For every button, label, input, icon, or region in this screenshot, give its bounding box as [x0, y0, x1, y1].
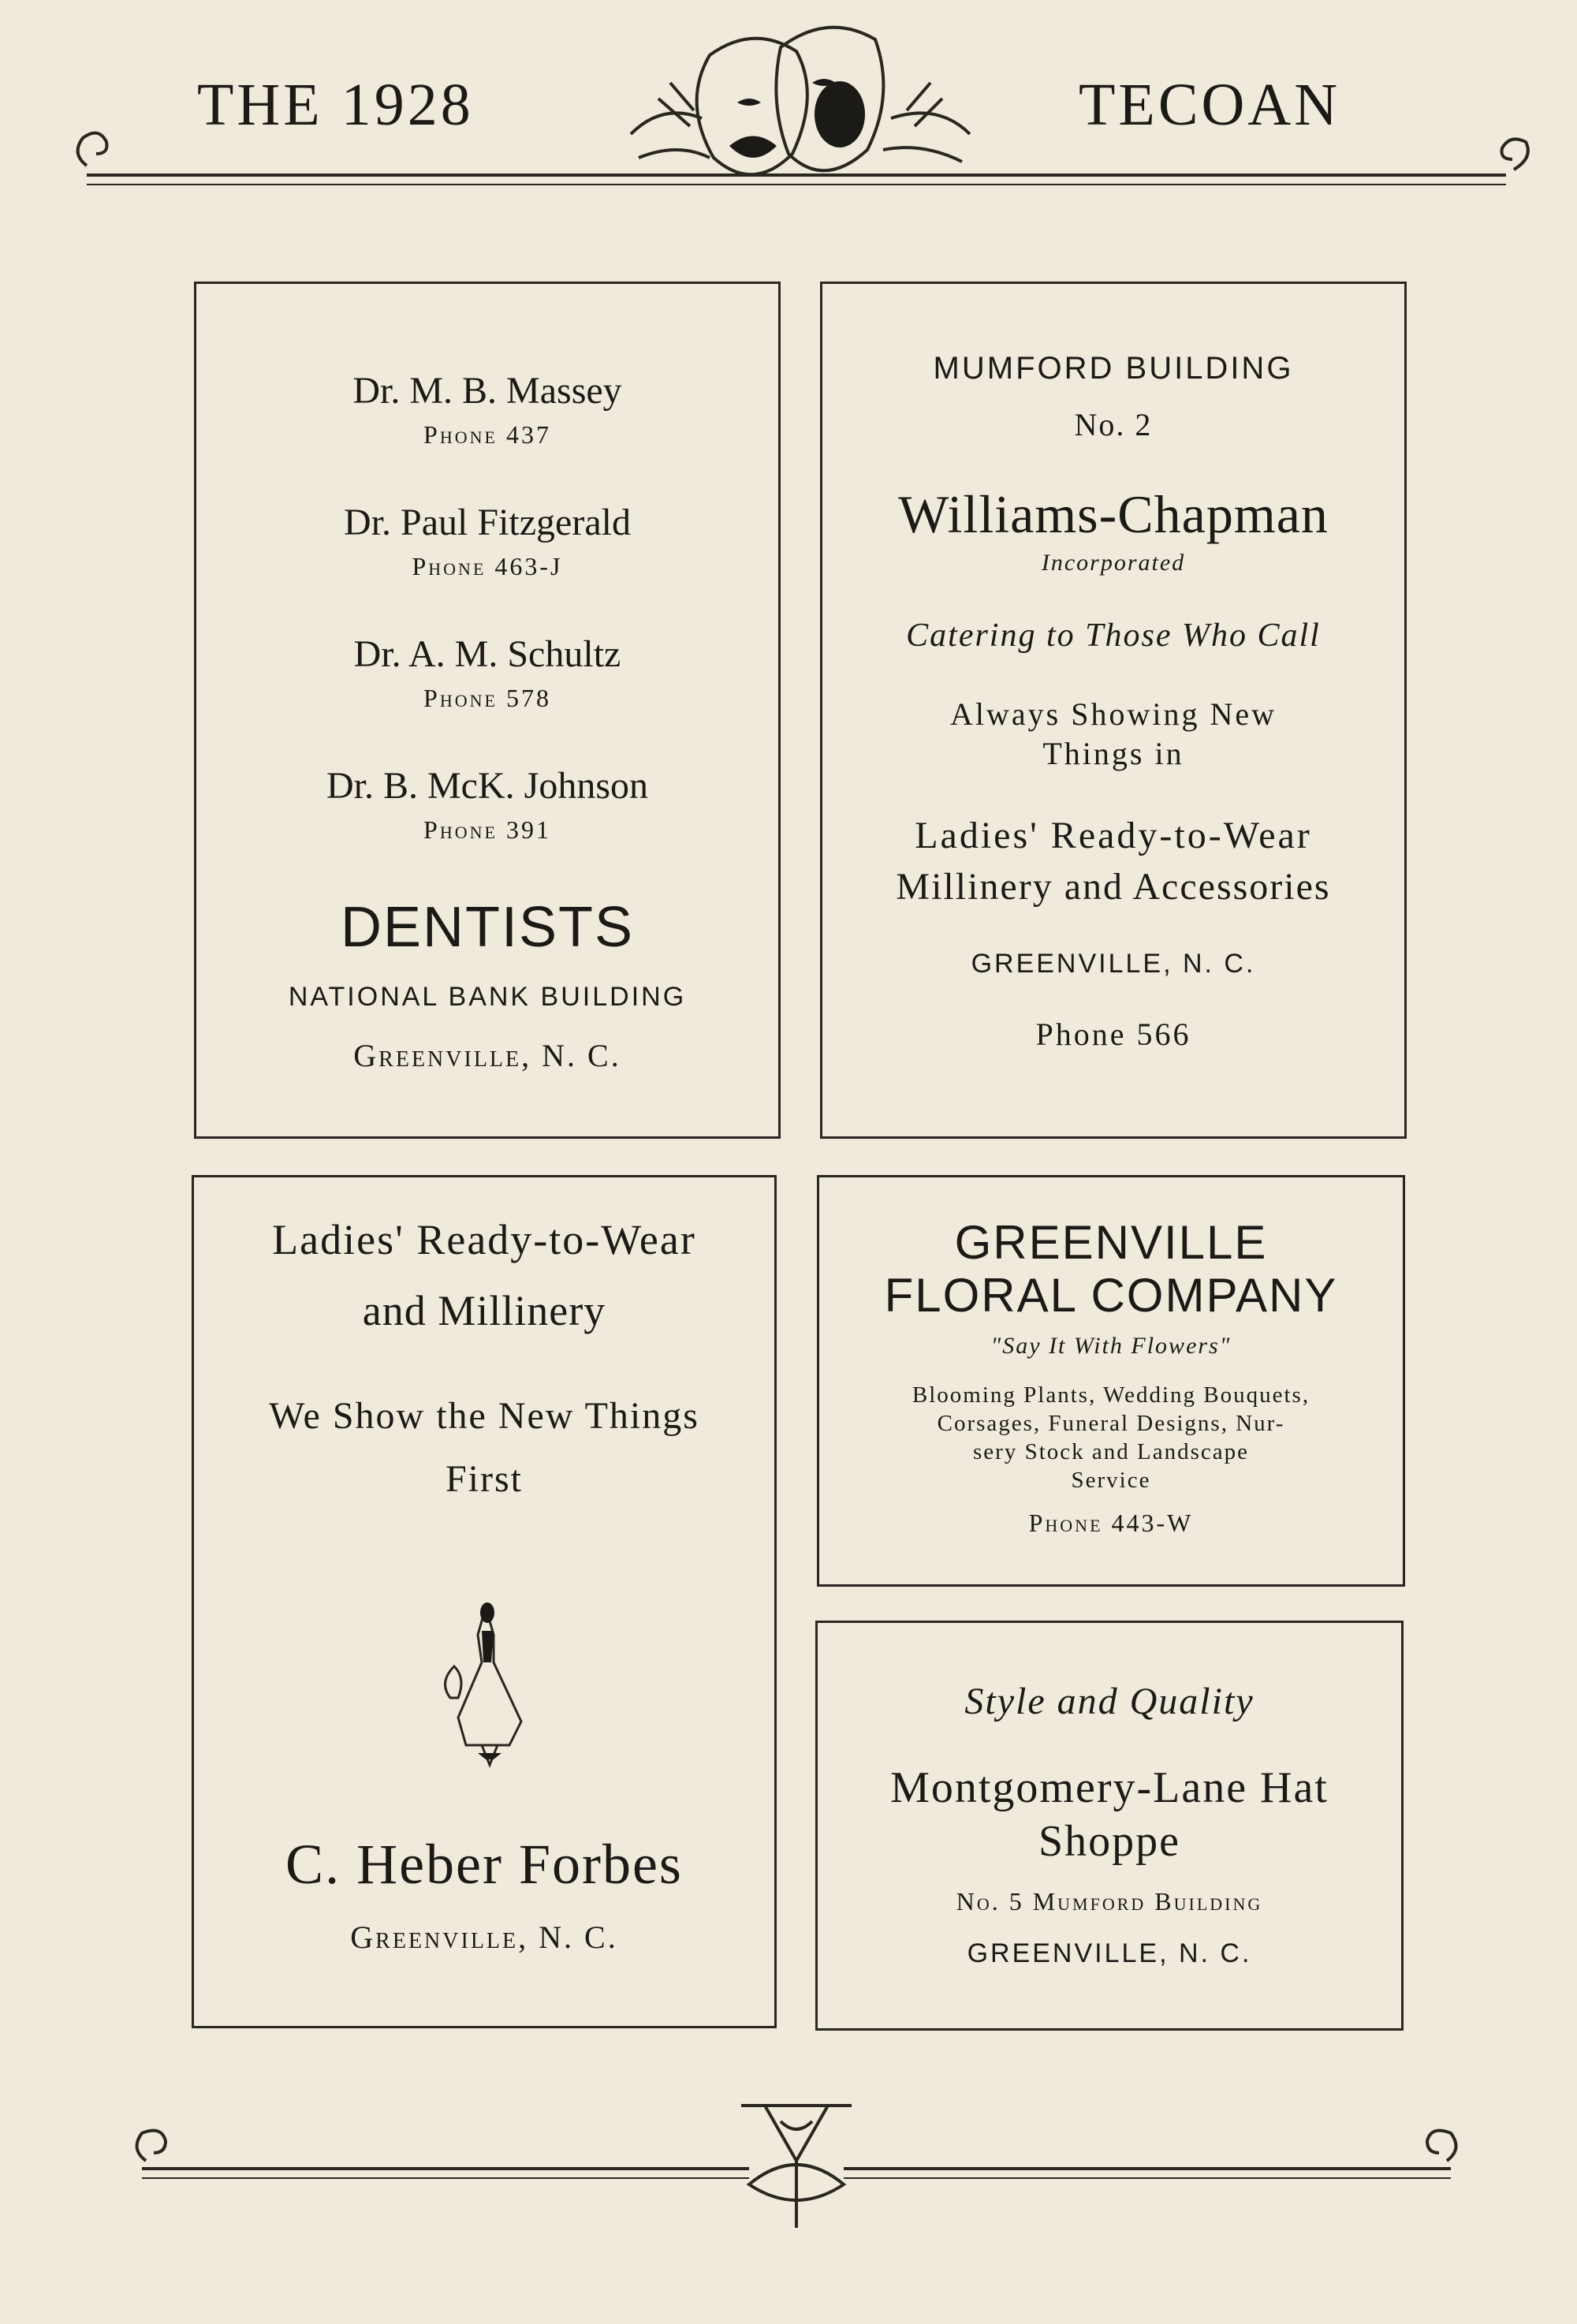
company-name: Williams-Chapman — [898, 484, 1329, 544]
city: GREENVILLE, N. C. — [967, 1938, 1252, 1968]
company-name: C. Heber Forbes — [285, 1833, 683, 1896]
city: Greenville, N. C. — [350, 1919, 618, 1955]
description-line: sery Stock and Landscape — [973, 1439, 1249, 1464]
dentists-title: DENTISTS — [340, 896, 635, 959]
doctor-name: Dr. Paul Fitzgerald — [344, 502, 631, 543]
description-line: Corsages, Funeral Designs, Nur- — [937, 1411, 1285, 1436]
text-line: Things in — [1042, 736, 1184, 771]
incorporated-label: Incorporated — [1041, 550, 1186, 576]
building-number: No. 2 — [1074, 407, 1153, 442]
description-line: Blooming Plants, Wedding Bouquets, — [912, 1382, 1310, 1408]
company-name: FLORAL COMPANY — [884, 1269, 1338, 1322]
phone: Phone 566 — [1035, 1017, 1191, 1052]
company-name: Montgomery-Lane Hat — [890, 1763, 1329, 1812]
slogan: Catering to Those Who Call — [906, 617, 1321, 654]
text-line: Ladies' Ready-to-Wear — [272, 1216, 696, 1263]
building-name: NATIONAL BANK BUILDING — [288, 982, 687, 1012]
ad-floral-company — [817, 1175, 1405, 1587]
doctor-name: Dr. M. B. Massey — [352, 370, 622, 412]
building-name: MUMFORD BUILDING — [933, 351, 1294, 386]
lady-figure-icon — [434, 1587, 537, 1769]
company-name: GREENVILLE — [954, 1216, 1268, 1269]
doctor-name: Dr. A. M. Schultz — [353, 633, 621, 675]
address: No. 5 Mumford Building — [956, 1887, 1263, 1916]
goods-line: Millinery and Accessories — [896, 866, 1331, 908]
doctor-phone: Phone 437 — [423, 420, 551, 449]
text-line: First — [445, 1458, 524, 1500]
ad-dentists — [194, 282, 781, 1139]
ad-forbes — [192, 1175, 777, 2028]
doctor-name: Dr. B. McK. Johnson — [326, 765, 649, 807]
doctor-phone: Phone 578 — [423, 684, 551, 712]
company-name: Shoppe — [1038, 1817, 1180, 1866]
city: GREENVILLE, N. C. — [971, 949, 1256, 979]
ad-hat-shoppe — [815, 1621, 1404, 2031]
theater-masks-icon — [583, 8, 1025, 213]
header-title-right: TECOAN — [1079, 72, 1341, 138]
city: Greenville, N. C. — [353, 1038, 621, 1073]
doctor-phone: Phone 391 — [423, 815, 551, 844]
goods-line: Ladies' Ready-to-Wear — [915, 815, 1312, 856]
ad-williams-chapman — [820, 282, 1407, 1139]
doctor-phone: Phone 463-J — [412, 552, 563, 580]
description-line: Service — [1071, 1468, 1151, 1493]
text-line: and Millinery — [362, 1287, 606, 1334]
footer-ornament-icon — [118, 2090, 1474, 2240]
text-line: We Show the New Things — [269, 1395, 699, 1437]
slogan: Style and Quality — [964, 1681, 1255, 1722]
phone: Phone 443-W — [1028, 1509, 1194, 1537]
slogan: "Say It With Flowers" — [990, 1333, 1232, 1359]
header-title-left: THE 1928 — [197, 72, 474, 138]
text-line: Always Showing New — [950, 696, 1277, 732]
